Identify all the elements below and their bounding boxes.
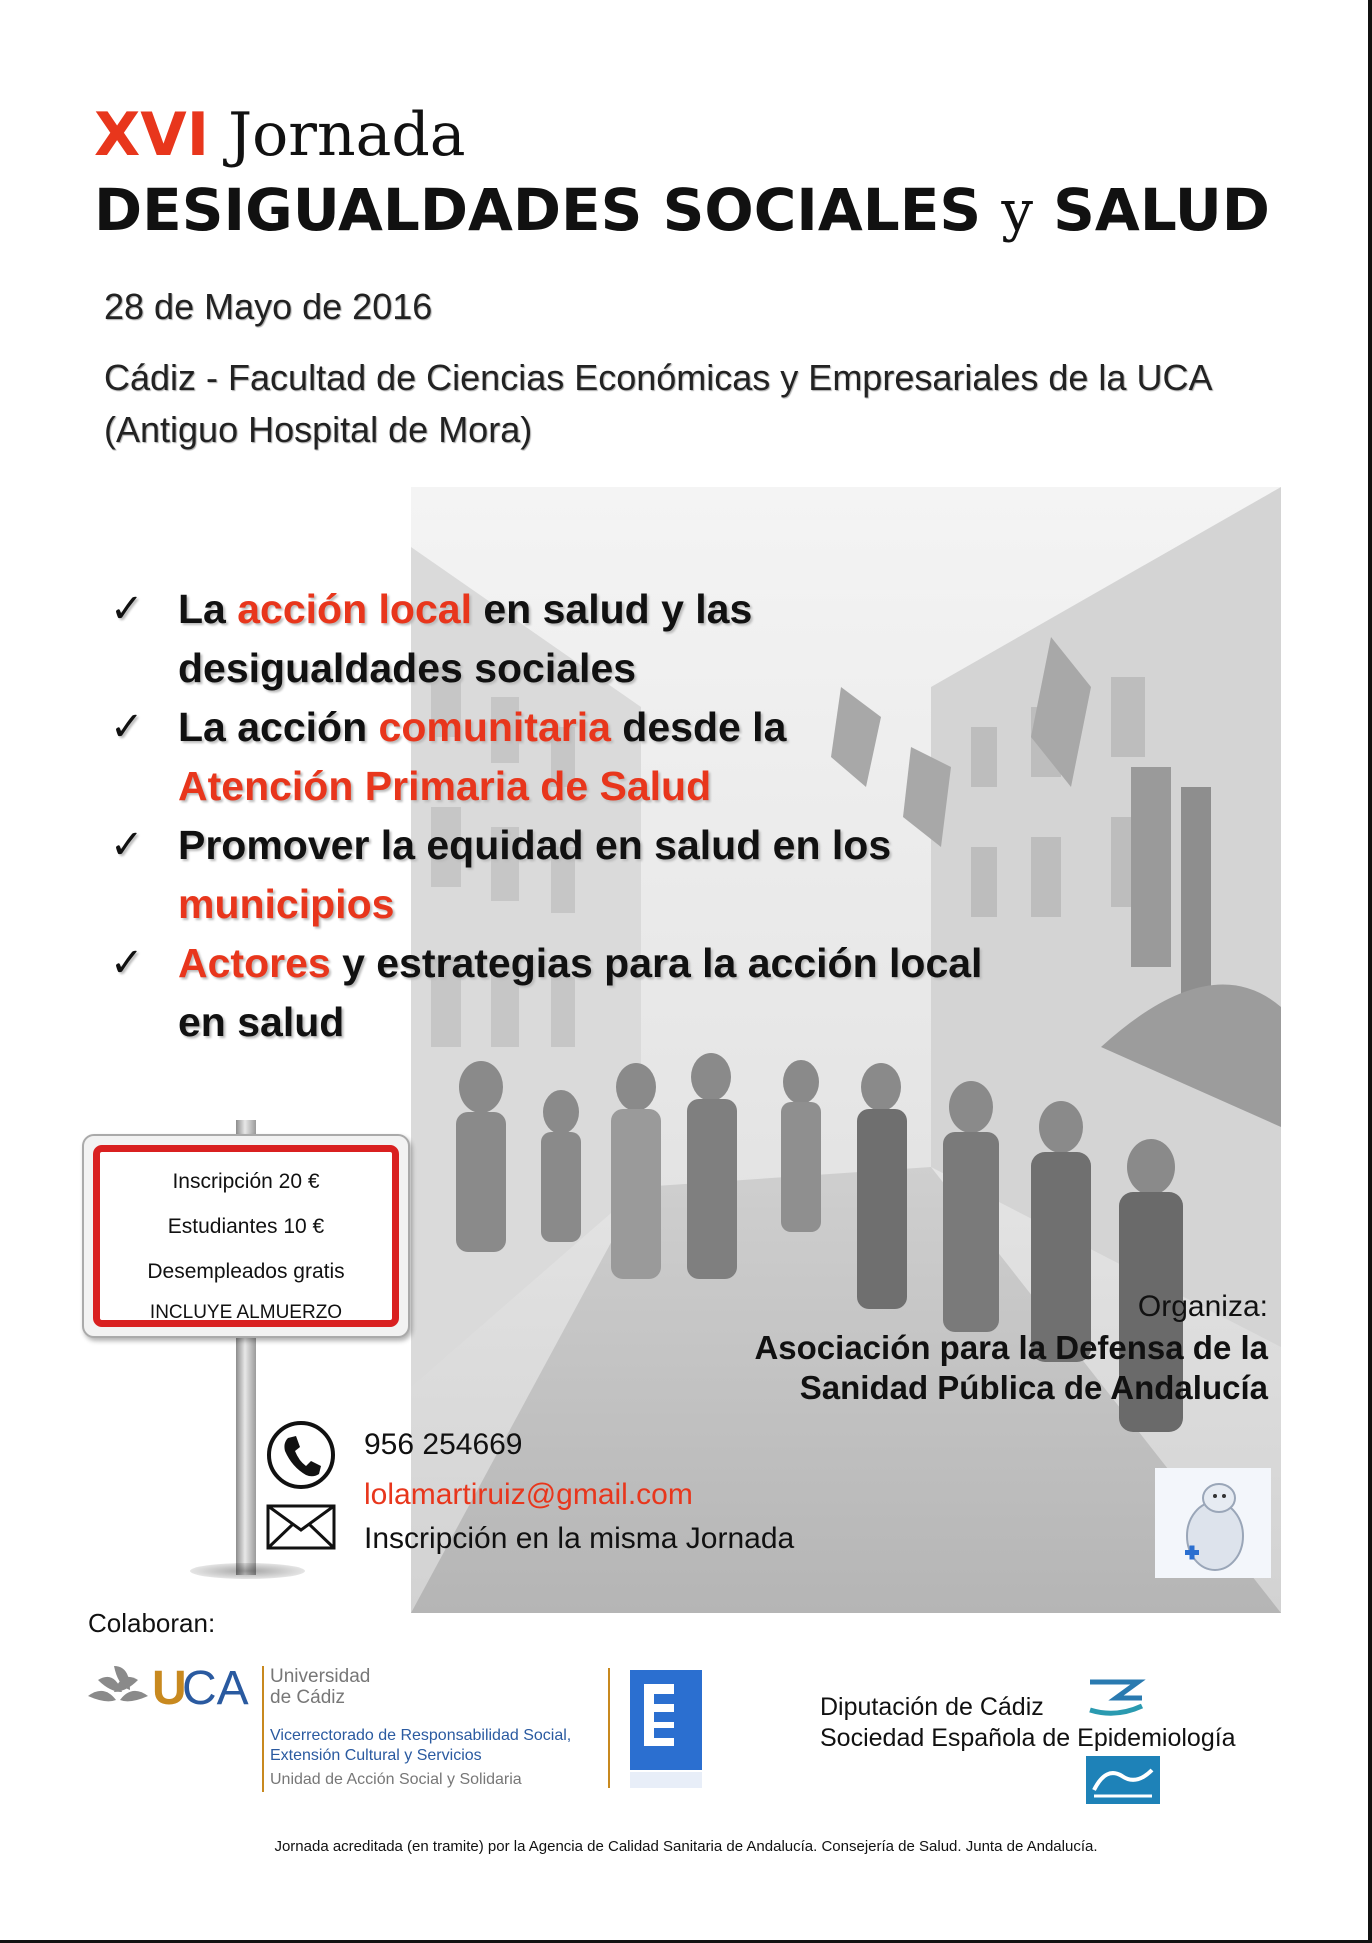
see-name: Sociedad Española de Epidemiología	[820, 1724, 1236, 1752]
topic-highlight: Actores	[178, 940, 331, 986]
collaborators-text	[820, 1692, 1236, 1754]
title-connector: y	[1001, 179, 1033, 244]
topic-item: ✓ La acción comunitaria desde la Atención Primaria de Salud	[110, 698, 1010, 816]
excelencia-europea-icon	[630, 1670, 702, 1788]
collaborators-label: Colaboran:	[88, 1608, 216, 1638]
uca-vicerrectorado: Vicerrectorado de Responsabilidad Social, Extensión Cultural y Servicios	[270, 1727, 572, 1764]
topic-highlight: Atención Primaria de Salud	[178, 763, 712, 809]
sign-frame	[93, 1145, 399, 1327]
unemployed-fee: Desempleados gratis	[147, 1260, 345, 1283]
topic-item: ✓ Actores y estrategias para la acción local en salud	[110, 934, 1010, 1052]
contact-phone: 956 254669	[364, 1428, 523, 1461]
registration-fee: Inscripción 20 €	[172, 1170, 320, 1193]
title-part-1: DESIGUALDADES SOCIALES	[94, 176, 982, 244]
registration-sign	[82, 1134, 410, 1338]
event-edition-title	[94, 100, 466, 170]
logo-divider	[608, 1668, 610, 1788]
event-date: 28 de Mayo de 2016	[104, 286, 433, 327]
event-venue: Cádiz - Facultad de Ciencias Económicas y Empresariales de la UCA (Antiguo Hospital de Mora)	[104, 357, 1211, 450]
check-icon: ✓	[110, 823, 144, 867]
uca-unit: Unidad de Acción Social y Solidaria	[270, 1771, 522, 1788]
svg-text:U: U	[152, 1662, 187, 1715]
topic-highlight: municipios	[178, 881, 395, 927]
edition-label: XVI	[94, 100, 210, 170]
event-label: Jornada	[228, 100, 466, 170]
check-icon: ✓	[110, 705, 144, 749]
sign-pole-shadow	[190, 1563, 305, 1579]
check-icon: ✓	[110, 587, 144, 631]
uca-university-name: Universidad de Cádiz	[270, 1666, 371, 1708]
mail-icon	[266, 1504, 336, 1550]
topic-item: ✓ La acción local en salud y las desigualdades sociales	[110, 580, 1010, 698]
contact-note: Inscripción en la misma Jornada	[364, 1522, 795, 1555]
svg-text:CA: CA	[182, 1662, 249, 1715]
accreditation-footer: Jornada acreditada (en tramite) por la Agencia de Calidad Sanitaria de Andalucía. Consejería de Salud. Junta de Andalucía.	[274, 1838, 1098, 1855]
check-icon: ✓	[110, 941, 144, 985]
diputacion-icon	[1086, 1676, 1146, 1718]
topics-list	[110, 580, 1010, 1052]
lunch-note: INCLUYE ALMUERZO	[149, 1302, 343, 1323]
student-fee: Estudiantes 10 €	[167, 1215, 325, 1238]
page-border-right	[1368, 0, 1372, 1943]
seal-mascot-icon	[1155, 1468, 1271, 1578]
organizer-label: Organiza:	[1137, 1290, 1268, 1323]
see-icon	[1086, 1756, 1160, 1804]
topic-highlight: acción local	[237, 586, 472, 632]
main-title	[94, 172, 1270, 250]
phone-icon	[266, 1420, 336, 1490]
diputacion-name: Diputación de Cádiz	[820, 1693, 1044, 1721]
organizer-name: Asociación para la Defensa de la Sanidad Pública de Andalucía	[754, 1329, 1268, 1406]
topic-highlight: comunitaria	[378, 704, 611, 750]
contact-email[interactable]: lolamartiruiz@gmail.com	[364, 1478, 693, 1511]
topic-item: ✓ Promover la equidad en salud en los municipios	[110, 816, 1010, 934]
title-part-2: SALUD	[1053, 176, 1270, 244]
